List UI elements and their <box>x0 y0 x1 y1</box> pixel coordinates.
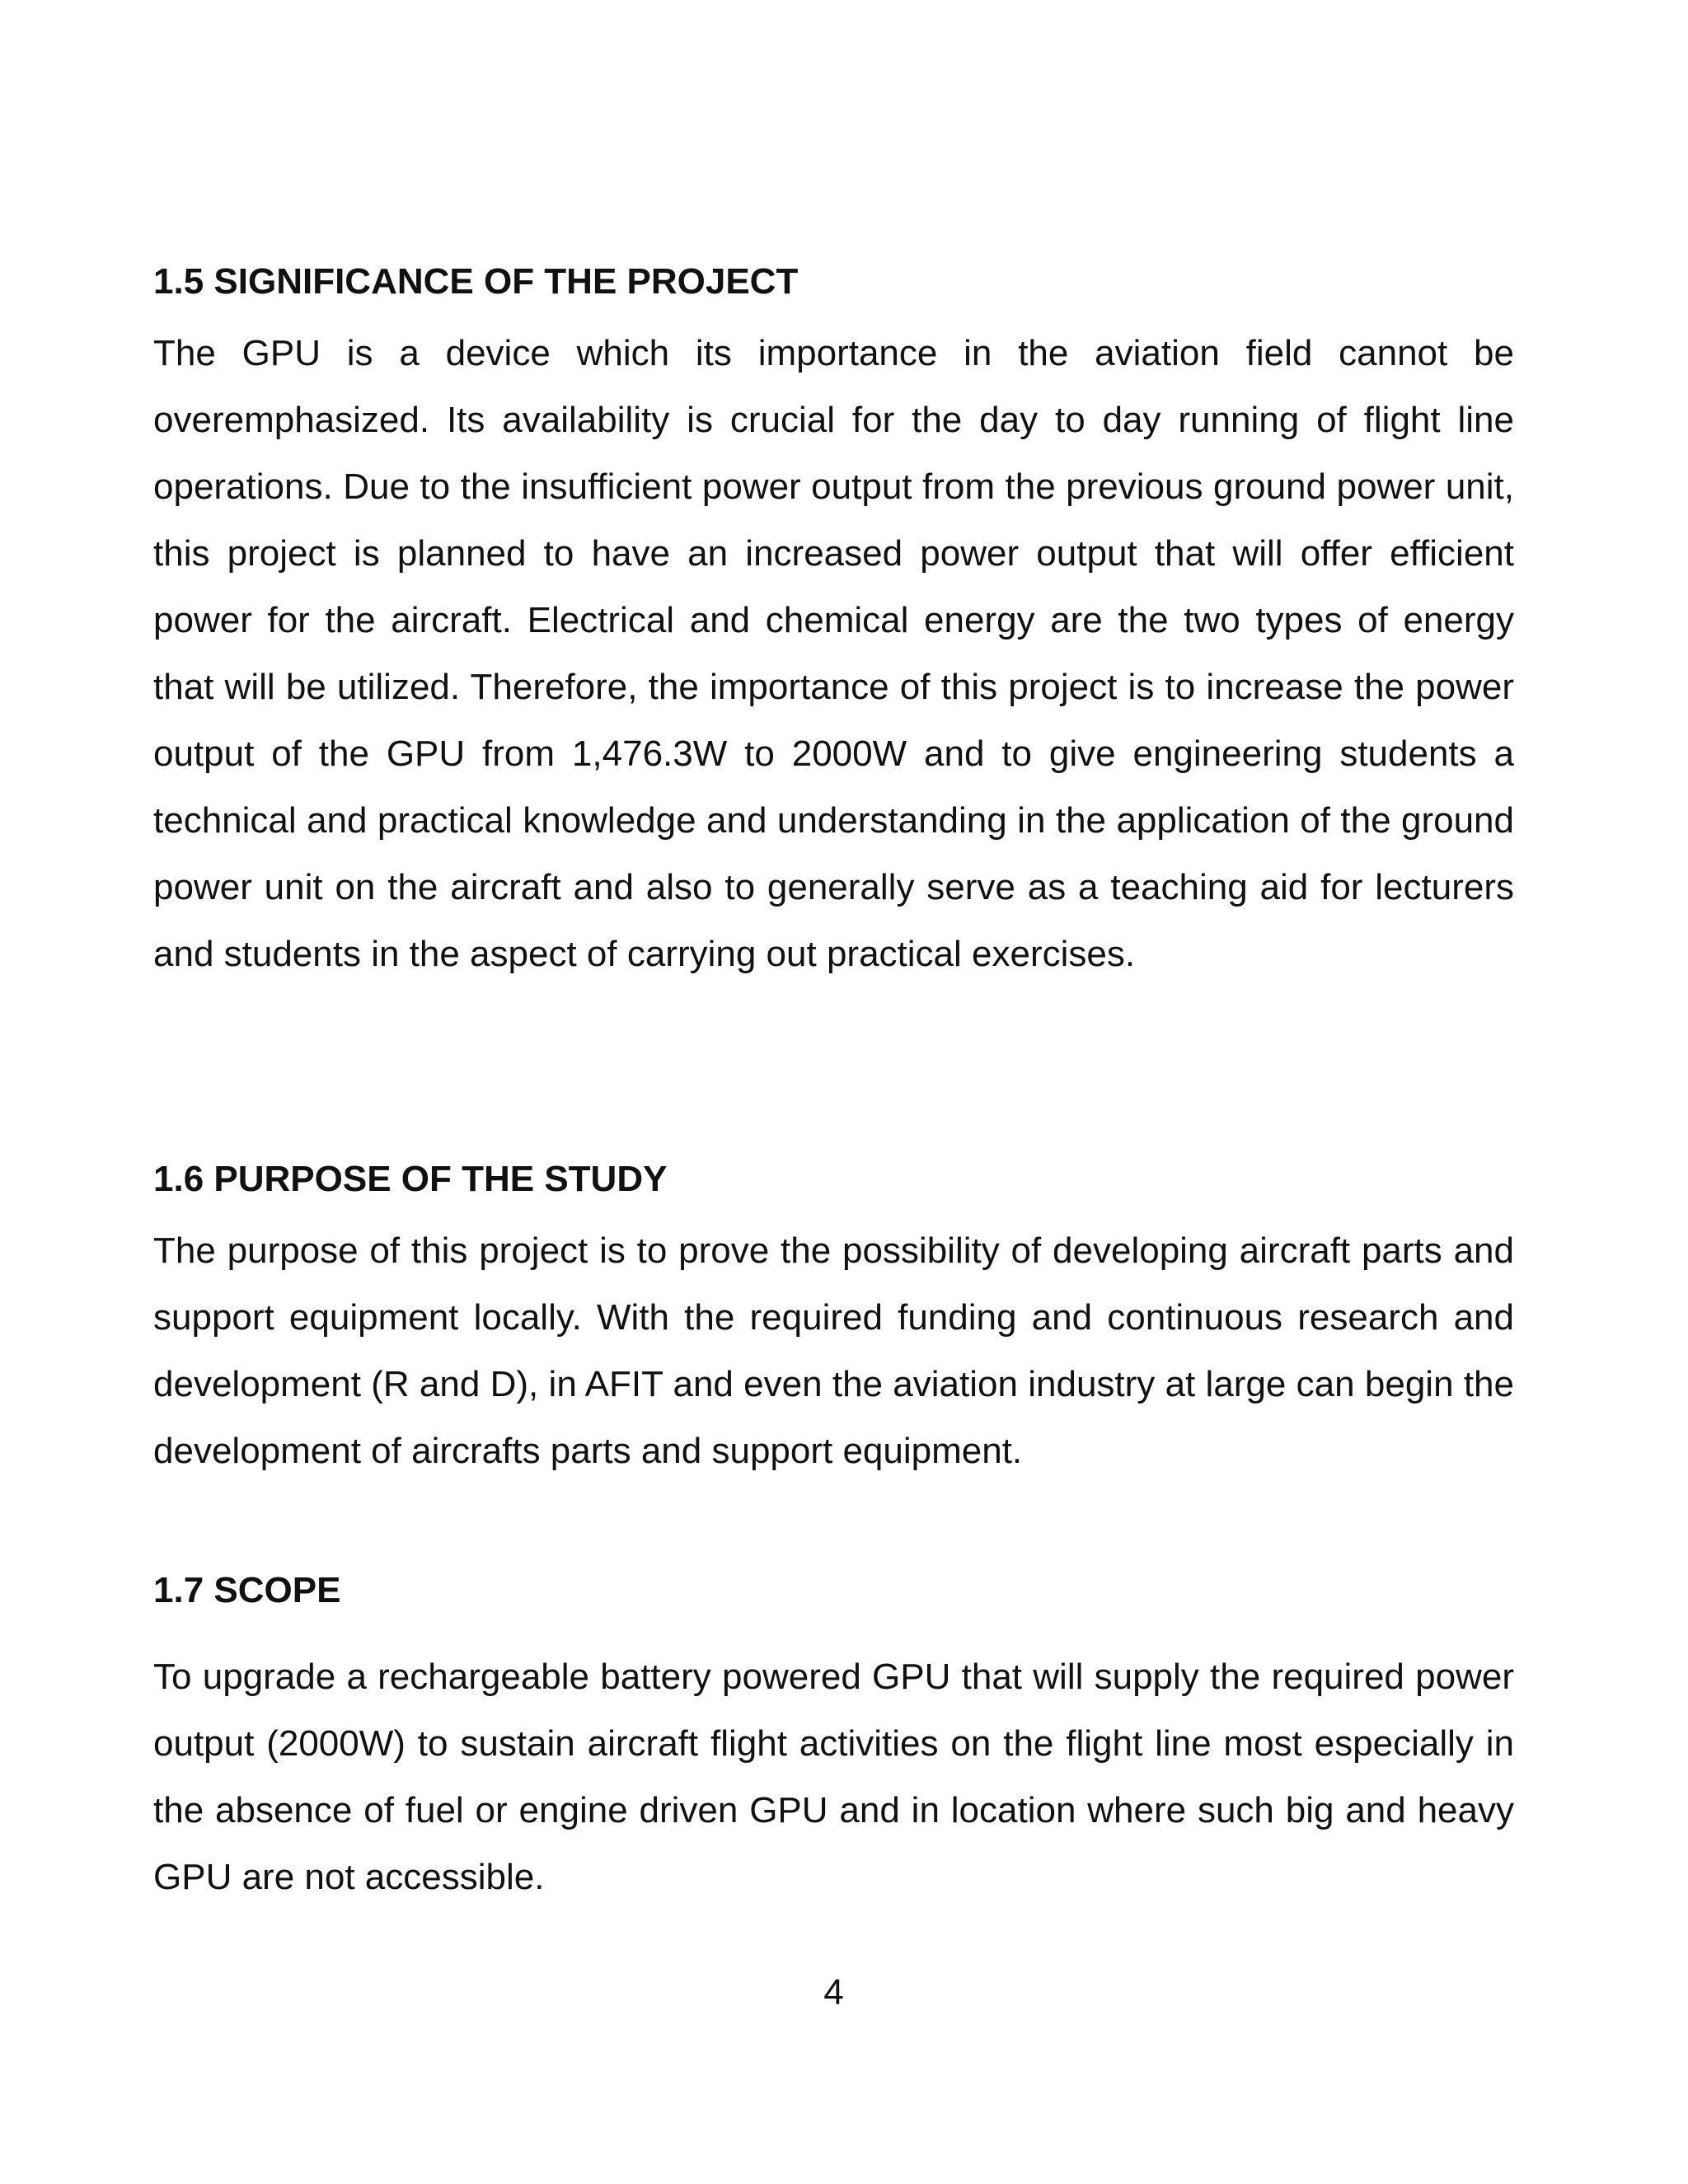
section-body: The GPU is a device which its importance in the aviation field cannot be overemphasized. Its availability is crucial for the day to day running of flight line operations. Due to the insufficient power output from the previous ground power unit, this project is planned to have an increased power output that will offer efficient power for the aircraft. Electrical and chemical energy are the two types of energy that will be utilized. Therefore, the importance of this project is to increase the power output of the GPU from 1,476.3W to 2000W and to give engineering students a technical and practical knowledge and understanding in the application of the ground power unit on the aircraft and also to generally serve as a teaching aid for lecturers and students in the aspect of carrying out practical exercises. <box>153 333 1514 974</box>
document-page <box>153 0 1514 2184</box>
section-purpose <box>153 1157 1514 1484</box>
section-body: To upgrade a rechargeable battery powered GPU that will supply the required power output (2000W) to sustain aircraft flight activities on the flight line most especially in the absence of fuel or engine driven GPU and in location where such big and heavy GPU are not accessible. <box>153 1657 1514 1897</box>
section-heading: 1.6 PURPOSE OF THE STUDY <box>153 1159 668 1199</box>
page-number: 4 <box>823 1972 844 2013</box>
section-scope <box>153 1568 1514 1910</box>
section-heading: 1.7 SCOPE <box>153 1570 341 1610</box>
section-body: The purpose of this project is to prove the possibility of developing aircraft parts and support equipment locally. With the required funding and continuous research and development (R and D), in AFIT and even the aviation industry at large can begin the development of aircrafts parts and support equipment. <box>153 1230 1514 1471</box>
section-significance <box>153 260 1514 987</box>
section-heading: 1.5 SIGNIFICANCE OF THE PROJECT <box>153 261 799 302</box>
